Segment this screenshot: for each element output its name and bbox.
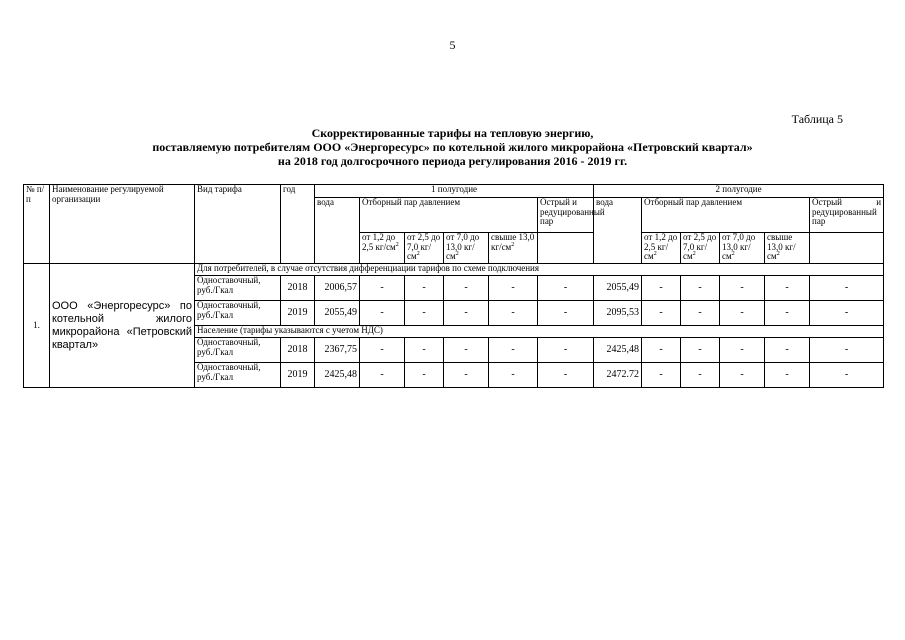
- dash-cell: -: [765, 338, 810, 363]
- header-half-1: 1 полугодие: [315, 185, 594, 198]
- header-sharp-steam-h1: Острый и редуцированный пар: [538, 198, 594, 233]
- title-line-1: Скорректированные тарифы на тепловую энергию,: [311, 126, 594, 140]
- dash-cell: -: [538, 363, 594, 388]
- year-cell: 2019: [281, 301, 315, 326]
- header-org: Наименование регулируемой организации: [50, 185, 195, 264]
- header-water-h1: вода: [315, 198, 360, 264]
- tariff-type-cell: Одноставочный, руб./Гкал: [195, 338, 281, 363]
- dash-cell: -: [360, 301, 405, 326]
- dash-cell: -: [810, 363, 884, 388]
- dash-cell: -: [444, 276, 489, 301]
- dash-cell: -: [444, 338, 489, 363]
- header-tariff-type: Вид тарифа: [195, 185, 281, 264]
- dash-cell: -: [538, 301, 594, 326]
- dash-cell: -: [489, 363, 538, 388]
- header-sharp-steam-empty-h1: [538, 233, 594, 264]
- dash-cell: -: [720, 363, 765, 388]
- dash-cell: -: [405, 276, 444, 301]
- header-pressure-1-h2: от 1,2 до 2,5 $кг/см^2$: [642, 233, 681, 264]
- year-cell: 2019: [281, 363, 315, 388]
- org-name: ООО «Энергоресурс» по котельной жилого микрорайона «Петровский квартал»: [50, 264, 195, 388]
- tariffs-table: [23, 184, 884, 388]
- dash-cell: -: [538, 338, 594, 363]
- water-h1-cell: 2425,48: [315, 363, 360, 388]
- dash-cell: -: [642, 301, 681, 326]
- dash-cell: -: [360, 363, 405, 388]
- dash-cell: -: [681, 276, 720, 301]
- dash-cell: -: [360, 276, 405, 301]
- dash-cell: -: [489, 301, 538, 326]
- dash-cell: -: [720, 276, 765, 301]
- tariff-type-cell: Одноставочный, руб./Гкал: [195, 276, 281, 301]
- org-number: 1.: [24, 264, 50, 388]
- header-pressure-3-h2: от 7,0 до 13,0 $кг/см^2$: [720, 233, 765, 264]
- dash-cell: -: [765, 301, 810, 326]
- dash-cell: -: [681, 301, 720, 326]
- dash-cell: -: [810, 301, 884, 326]
- dash-cell: -: [681, 338, 720, 363]
- tariff-type-cell: Одноставочный, руб./Гкал: [195, 301, 281, 326]
- dash-cell: -: [765, 363, 810, 388]
- dash-cell: -: [360, 338, 405, 363]
- header-water-h2: вода: [594, 198, 642, 264]
- header-pressure-3-h1: от 7,0 до 13,0 $кг/см^2$: [444, 233, 489, 264]
- header-sharp-steam-empty-h2: [810, 233, 884, 264]
- dash-cell: -: [489, 276, 538, 301]
- header-pressure-2-h2: от 2,5 до 7,0 $кг/см^2$: [681, 233, 720, 264]
- header-sharp-steam-h2: Острый и редуцированный пар: [810, 198, 884, 233]
- header-steam-pressure-h2: Отборный пар давлением: [642, 198, 810, 233]
- water-h2-cell: 2095,53: [594, 301, 642, 326]
- page-number: 5: [449, 38, 456, 52]
- dash-cell: -: [538, 276, 594, 301]
- title-line-2: поставляемую потребителям ООО «Энергоресурс» по котельной жилого микрорайона «Петровский квартал»: [152, 140, 753, 154]
- dash-cell: -: [642, 363, 681, 388]
- header-num: № п/п: [24, 185, 50, 264]
- header-half-2: 2 полугодие: [594, 185, 884, 198]
- water-h2-cell: 2472.72: [594, 363, 642, 388]
- year-cell: 2018: [281, 276, 315, 301]
- dash-cell: -: [405, 338, 444, 363]
- document-title: [0, 126, 905, 168]
- water-h1-cell: 2006,57: [315, 276, 360, 301]
- dash-cell: -: [810, 338, 884, 363]
- header-year: год: [281, 185, 315, 264]
- table-label: Таблица 5: [791, 112, 843, 126]
- dash-cell: -: [444, 301, 489, 326]
- header-pressure-2-h1: от 2,5 до 7,0 $кг/см^2$: [405, 233, 444, 264]
- dash-cell: -: [720, 338, 765, 363]
- dash-cell: -: [405, 301, 444, 326]
- dash-cell: -: [405, 363, 444, 388]
- title-line-3: на 2018 год долгосрочного периода регулирования 2016 - 2019 гг.: [277, 154, 628, 168]
- water-h1-cell: 2367,75: [315, 338, 360, 363]
- header-pressure-1-h1: от 1,2 до 2,5 $кг/см^2$: [360, 233, 405, 264]
- water-h2-cell: 2425,48: [594, 338, 642, 363]
- water-h1-cell: 2055,49: [315, 301, 360, 326]
- dash-cell: -: [681, 363, 720, 388]
- dash-cell: -: [642, 338, 681, 363]
- section-title-1: Для потребителей, в случае отсутствия дифференциации тарифов по схеме подключения: [195, 264, 884, 276]
- dash-cell: -: [765, 276, 810, 301]
- header-steam-pressure-h1: Отборный пар давлением: [360, 198, 538, 233]
- section-title-2: Население (тарифы указываются с учетом НДС): [195, 326, 884, 338]
- dash-cell: -: [720, 301, 765, 326]
- tariff-type-cell: Одноставочный, руб./Гкал: [195, 363, 281, 388]
- dash-cell: -: [642, 276, 681, 301]
- header-pressure-4-h1: свыше 13,0 $кг/см^2$: [489, 233, 538, 264]
- dash-cell: -: [810, 276, 884, 301]
- header-pressure-4-h2: свыше 13,0 $кг/см^2$: [765, 233, 810, 264]
- dash-cell: -: [444, 363, 489, 388]
- year-cell: 2018: [281, 338, 315, 363]
- dash-cell: -: [489, 338, 538, 363]
- water-h2-cell: 2055,49: [594, 276, 642, 301]
